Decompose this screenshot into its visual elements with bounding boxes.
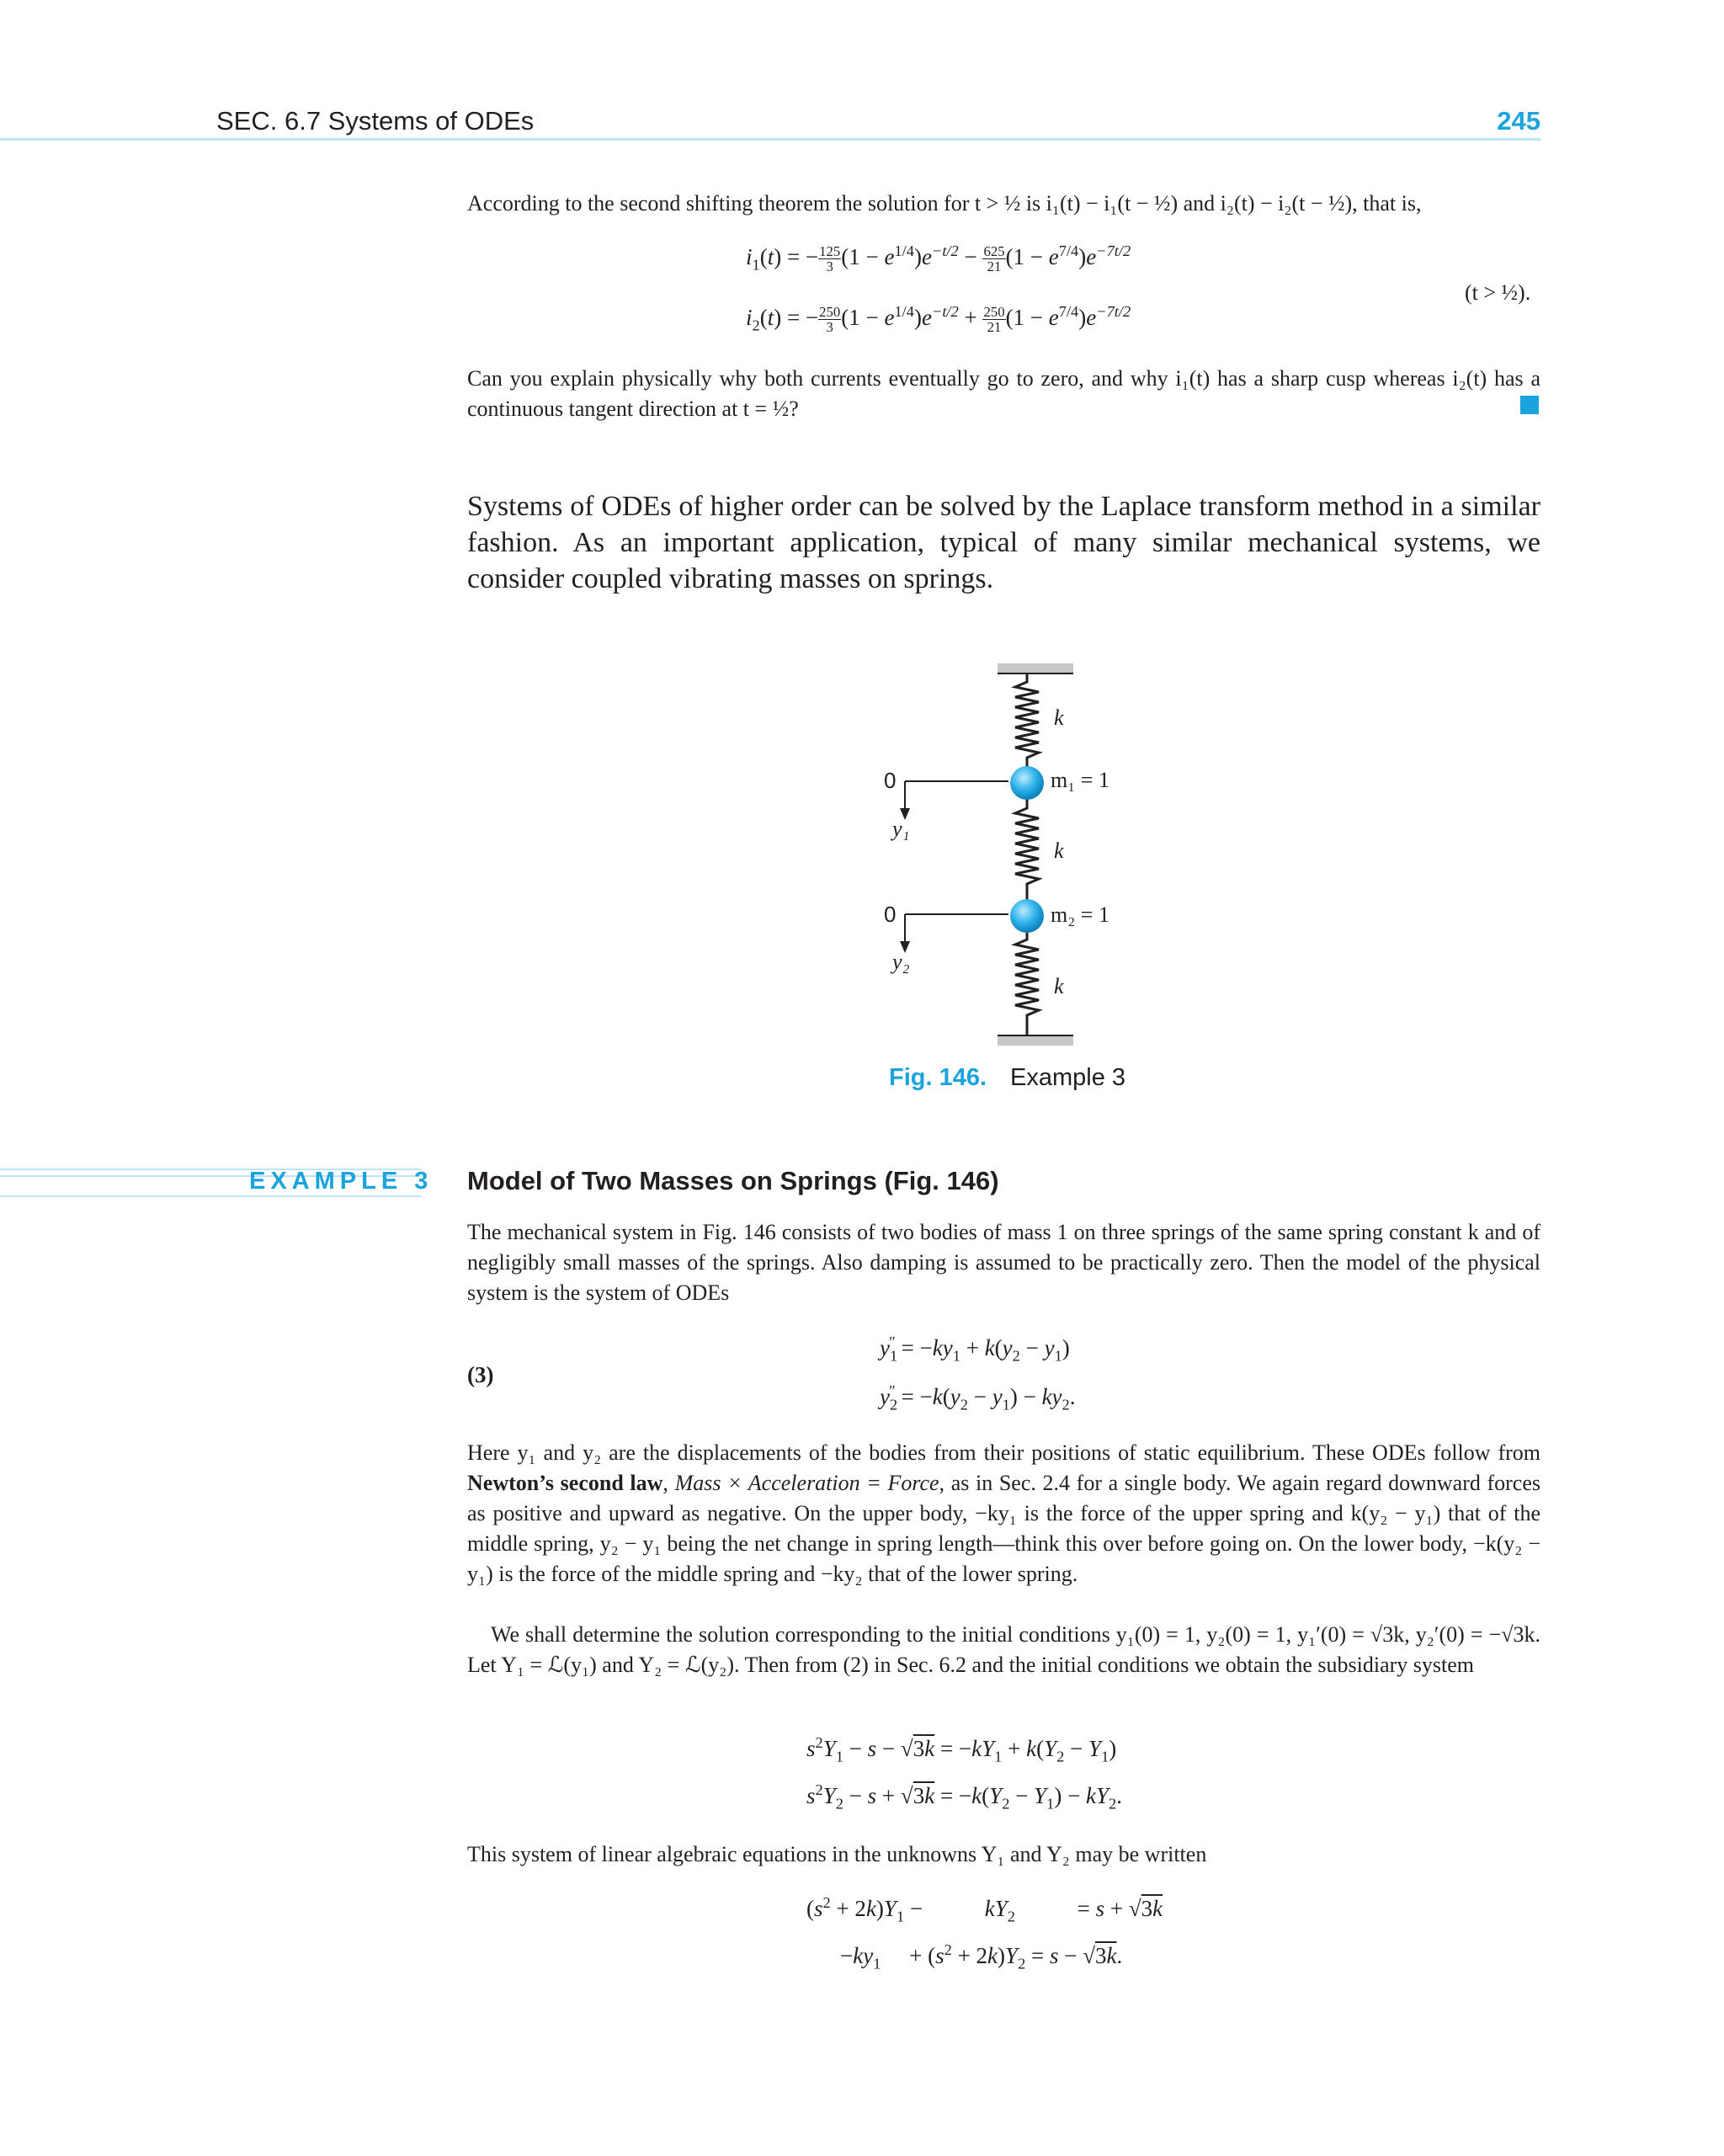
label-zero-1: 0 — [884, 768, 897, 793]
example-label: EXAMPLE 3 — [249, 1168, 434, 1195]
figure-caption-text: Example 3 — [1010, 1064, 1126, 1091]
label-k-middle: k — [1054, 838, 1064, 863]
top-support — [998, 663, 1073, 673]
example-paragraph-4: This system of linear algebraic equations in the unknowns Y₁ and Y₂ may be written — [467, 1842, 1207, 1866]
main-paragraph: Systems of ODEs of higher order can be solved by the Laplace transform method in a similar fashion. As an important application, typical of many similar mechanical systems, we consider coupled vibrating masses on springs. — [467, 491, 1540, 594]
label-k-bottom: k — [1054, 974, 1064, 998]
mass-2 — [1010, 899, 1044, 933]
running-header-section: SEC. 6.7 Systems of ODEs — [216, 106, 535, 136]
figure-caption — [889, 1064, 1125, 1092]
figure-146-springs — [859, 648, 1212, 1069]
example-title: Model of Two Masses on Springs (Fig. 146) — [467, 1166, 999, 1195]
paragraph-2-end: as in Sec. 2.4 for a single body. We again regard downward forces as positive and upward as negative. On the upper body, −ky₁ is the force of the upper spring and k(y₂ − y₁) that of the middle spring, y₂ − y₁ being the net change in spring length—think this over before going on. On the lower body, −k(y₂ − y₁) is the force of the middle spring and −ky₂ that of the lower spring. — [467, 1471, 1540, 1586]
mass-1 — [1010, 766, 1044, 800]
spring-bottom — [1015, 929, 1039, 1035]
equation-subsidiary-1: $s^2Y_1 - s - √3k = -kY_1 + k(Y_2 - Y_1)$ — [806, 1734, 1117, 1765]
header-rule — [0, 138, 1540, 141]
equation-i2: $i_2(t)$ = − $\frac{250}{3}$ $(1 - e^{1/4})e^{-t/2}$ + $\frac{250}{21}$ $(1 - e^{7/4})e^{-7t/2}$ — [746, 303, 1131, 336]
label-k-top: k — [1054, 705, 1064, 730]
spring-top — [1015, 673, 1039, 770]
question-paragraph: Can you explain physically why both currents eventually go to zero, and why i₁(t) has a sharp cusp whereas i₂(t) has a continuous tangent direction at t = ½? — [467, 366, 1540, 421]
bottom-support — [998, 1035, 1073, 1046]
mass-acceleration-force: Mass × Acceleration = Force, — [674, 1471, 945, 1495]
example-paragraph-1: The mechanical system in Fig. 146 consists of two bodies of mass 1 on three springs of the same spring constant k and of negligibly small masses of the springs. Also damping is assumed to be practically zero. Then the model of the physical system is the system of ODEs — [467, 1220, 1540, 1305]
equation-number-3: (3) — [467, 1362, 494, 1387]
label-m1: m₁ = 1 — [1051, 768, 1109, 792]
end-of-example-marker — [1520, 396, 1539, 414]
equation-i1: $i_1(t)$ = − $\frac{125}{3}$ $(1 - e^{1/4})e^{-t/2}$ − $\frac{625}{21}$ $(1 - e^{7/4})e^{-7t/2}$ — [746, 242, 1131, 275]
page-number: 245 — [1497, 106, 1540, 136]
example-rule-3 — [0, 1195, 421, 1197]
label-m2: m₂ = 1 — [1051, 902, 1109, 927]
intro-text: According to the second shifting theorem the solution for t > ½ is i₁(t) − i₁(t − ½) and i₂(t) − i₂(t − ½), that is, — [467, 191, 1422, 216]
equation-linear-1: $(s^2 + 2k)Y_1 - kY_2 = s + √3k$ — [806, 1894, 1163, 1925]
figure-caption-number: Fig. 146. — [889, 1064, 987, 1091]
label-y1: y₁ — [892, 817, 910, 841]
newtons-second-law: Newton’s second law — [467, 1471, 663, 1495]
equation-3b: $y_2'' = -k(y_2 - y_1) - ky_2$. — [880, 1382, 1076, 1413]
example-paragraph-2: Here y₁ and y₂ are the displacements of the bodies from their positions of static equilibrium. These ODEs follow from Newton’s second law, Mass × Acceleration = Force, as in Sec. 2.4 for a single body. We again regard downward forces as positive and upward as negative. On the upper body, −ky₁ is the force of the upper spring and k(y₂ − y₁) that of the middle spring, y₂ − y₁ being the net change in spring length—think this over before going on. On the lower body, −k(y₂ − y₁) is the force of the middle spring and −ky₂ that of the lower spring. — [467, 1440, 1540, 1586]
equation-linear-2: $-ky_1$ + $(s^2 + 2k)Y_2 = s - √3k$. — [840, 1941, 1123, 1972]
equation-3a: $y_1'' = -ky_1 + k(y_2 - y_1)$ — [880, 1334, 1070, 1365]
label-y2: y₂ — [892, 950, 910, 974]
equation-subsidiary-2: $s^2Y_2 - s + √3k = -k(Y_2 - Y_1) - kY_2$. — [806, 1781, 1122, 1813]
example-paragraph-3: We shall determine the solution corresponding to the initial conditions y₁(0) = 1, y₂(0) = 1, y₁′(0) = √3k, y₂′(0) = −√3k. Let Y₁ = ℒ(y₁) and Y₂ = ℒ(y₂). Then from (2) in Sec. 6.2 and the initial conditions we obtain the subsidiary system — [467, 1622, 1540, 1677]
paragraph-2-start: Here y₁ and y₂ are the displacements of the bodies from their positions of static equilibrium. These ODEs follow from — [467, 1440, 1540, 1465]
spring-middle — [1015, 798, 1039, 901]
condition-t: (t > ½). — [1465, 280, 1531, 305]
label-zero-2: 0 — [884, 902, 897, 927]
